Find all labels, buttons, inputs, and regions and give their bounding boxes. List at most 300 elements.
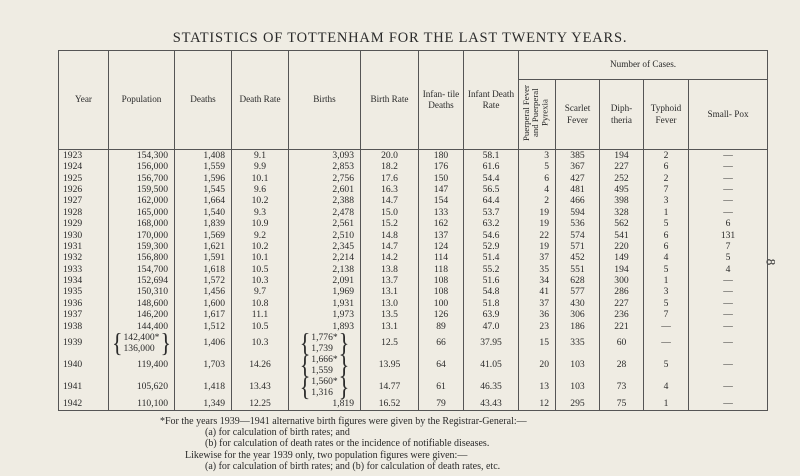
cell-dr: 9.6	[232, 184, 289, 195]
cell-br: 12.5	[361, 332, 419, 354]
cell-year: 1933	[59, 264, 109, 275]
table-row	[59, 287, 768, 298]
cell-puer: 5	[519, 161, 556, 172]
table-row	[59, 230, 768, 241]
cell-deaths: 1,664	[175, 196, 232, 207]
footnote-1939-population: Likewise for the year 1939 only, two population figures were given:—	[185, 450, 468, 461]
cell-year: 1934	[59, 275, 109, 286]
footnote-b-death: (b) for calculation of death rates or the incidence of notifiable diseases.	[205, 438, 490, 449]
header-puerperal-label: Puerperal Fever and Puerperal Pyrexia	[521, 85, 550, 141]
cell-diph: 227	[600, 161, 644, 172]
population-brace-values	[124, 332, 160, 354]
cell-diph: 73	[600, 376, 644, 398]
cell-scar: 577	[556, 287, 600, 298]
cell-dr: 10.8	[232, 298, 289, 309]
cell-sp: —	[689, 287, 768, 298]
table-row	[59, 309, 768, 320]
header-population: Population	[109, 51, 175, 150]
header-births: Births	[289, 51, 361, 150]
cell-pop: 156,700	[109, 173, 175, 184]
cell-births: 2,478	[289, 207, 361, 218]
cell-scar: 306	[556, 309, 600, 320]
cell-typh: 6	[644, 161, 689, 172]
cell-idr: 54.8	[464, 287, 519, 298]
cell-diph: 398	[600, 196, 644, 207]
cell-diph: 220	[600, 241, 644, 252]
cell-dr: 9.7	[232, 287, 289, 298]
header-smallpox: Small- Pox	[689, 80, 768, 150]
cell-br: 15.0	[361, 207, 419, 218]
cell-br: 13.1	[361, 321, 419, 332]
cell-inf: 180	[419, 150, 464, 162]
cell-idr: 53.7	[464, 207, 519, 218]
cell-idr: 43.43	[464, 398, 519, 410]
table-row	[59, 354, 768, 376]
cell-puer: 19	[519, 207, 556, 218]
cell-sp: —	[689, 309, 768, 320]
cell-inf: 108	[419, 275, 464, 286]
cell-pop: 154,300	[109, 150, 175, 162]
table-row	[59, 184, 768, 195]
cell-puer: 22	[519, 230, 556, 241]
header-scarlet-fever: Scarlet Fever	[556, 80, 600, 150]
table-row	[59, 332, 768, 354]
cell-sp: 6	[689, 218, 768, 229]
header-deaths: Deaths	[175, 51, 232, 150]
cell-year: 1930	[59, 230, 109, 241]
left-brace: {	[299, 349, 311, 380]
cell-dr: 10.5	[232, 321, 289, 332]
cell-deaths: 1,456	[175, 287, 232, 298]
cell-sp: —	[689, 321, 768, 332]
cell-scar: 551	[556, 264, 600, 275]
population-brace	[111, 327, 172, 358]
right-brace: }	[338, 371, 350, 402]
cell-year: 1926	[59, 184, 109, 195]
cell-diph: 149	[600, 252, 644, 263]
cell-typh: 7	[644, 184, 689, 195]
cell-year: 1937	[59, 309, 109, 320]
cell-inf: 124	[419, 241, 464, 252]
table-row	[59, 252, 768, 263]
cell-diph: 194	[600, 150, 644, 162]
cell-inf: 89	[419, 321, 464, 332]
cell-puer: 15	[519, 332, 556, 354]
cell-inf: 137	[419, 230, 464, 241]
cell-diph: 562	[600, 218, 644, 229]
cell-sp: —	[689, 184, 768, 195]
cell-puer: 23	[519, 321, 556, 332]
cell-dr: 9.9	[232, 161, 289, 172]
cell-inf: 154	[419, 196, 464, 207]
cell-puer: 3	[519, 150, 556, 162]
cell-year: 1932	[59, 252, 109, 263]
cell-diph: 328	[600, 207, 644, 218]
cell-births: 2,601	[289, 184, 361, 195]
cell-pop: 159,300	[109, 241, 175, 252]
cell-year: 1938	[59, 321, 109, 332]
cell-year: 1929	[59, 218, 109, 229]
cell-puer: 36	[519, 309, 556, 320]
cell-sp: —	[689, 161, 768, 172]
cell-inf: 150	[419, 173, 464, 184]
cell-year: 1935	[59, 287, 109, 298]
cell-typh: 3	[644, 196, 689, 207]
cell-scar: 427	[556, 173, 600, 184]
cell-idr: 56.5	[464, 184, 519, 195]
cell-year: 1924	[59, 161, 109, 172]
cell-idr: 47.0	[464, 321, 519, 332]
births-brace-values	[311, 332, 337, 354]
cell-sp: —	[689, 354, 768, 376]
cell-puer: 6	[519, 173, 556, 184]
cell-deaths: 1,600	[175, 298, 232, 309]
header-year: Year	[59, 51, 109, 150]
births-brace-a: 1,666*	[311, 354, 338, 366]
cell-typh: 5	[644, 264, 689, 275]
cell-deaths: 1,572	[175, 275, 232, 286]
cell-sp: —	[689, 298, 768, 309]
cell-typh: 4	[644, 252, 689, 263]
cell-deaths: 1,591	[175, 252, 232, 263]
cell-typh: 6	[644, 241, 689, 252]
cell-births: 2,388	[289, 196, 361, 207]
cell-deaths: 1,596	[175, 173, 232, 184]
cell-scar: 103	[556, 376, 600, 398]
cell-puer: 37	[519, 298, 556, 309]
cell-typh: 5	[644, 354, 689, 376]
cell-idr: 54.6	[464, 230, 519, 241]
table-row	[59, 241, 768, 252]
cell-deaths: 1,512	[175, 321, 232, 332]
cell-births: 2,756	[289, 173, 361, 184]
header-number-of-cases: Number of Cases.	[519, 51, 768, 80]
cell-deaths: 1,559	[175, 161, 232, 172]
cell-pop: 162,000	[109, 196, 175, 207]
cell-births: 1,931	[289, 298, 361, 309]
cell-pop: 159,500	[109, 184, 175, 195]
cell-br: 14.77	[361, 376, 419, 398]
cell-pop: 144,400	[109, 321, 175, 332]
table-row	[59, 298, 768, 309]
cell-births: 2,138	[289, 264, 361, 275]
cell-diph: 194	[600, 264, 644, 275]
cell-dr: 14.26	[232, 354, 289, 376]
header-puerperal	[519, 80, 556, 150]
cell-br: 18.2	[361, 161, 419, 172]
cell-year: 1941	[59, 376, 109, 398]
header-typhoid-fever: Typhoid Fever	[644, 80, 689, 150]
cell-diph: 300	[600, 275, 644, 286]
cell-deaths: 1,349	[175, 398, 232, 410]
cell-idr: 51.8	[464, 298, 519, 309]
cell-scar: 536	[556, 218, 600, 229]
cell-deaths: 1,545	[175, 184, 232, 195]
cell-pop: 105,620	[109, 376, 175, 398]
cell-typh: 7	[644, 309, 689, 320]
header-death-rate: Death Rate	[232, 51, 289, 150]
cell-idr: 58.1	[464, 150, 519, 162]
cell-sp: —	[689, 332, 768, 354]
cell-scar: 103	[556, 354, 600, 376]
cell-pop: 110,100	[109, 398, 175, 410]
table-row	[59, 207, 768, 218]
cell-inf: 126	[419, 309, 464, 320]
cell-births: 1,969	[289, 287, 361, 298]
cell-diph: 252	[600, 173, 644, 184]
births-brace-values	[311, 376, 337, 398]
cell-inf: 108	[419, 287, 464, 298]
cell-typh: 2	[644, 150, 689, 162]
cell-dr: 10.1	[232, 252, 289, 263]
cell-scar: 452	[556, 252, 600, 263]
cell-scar: 628	[556, 275, 600, 286]
cell-sp: —	[689, 207, 768, 218]
cell-sp: —	[689, 398, 768, 410]
table-row	[59, 218, 768, 229]
cell-dr: 9.2	[232, 230, 289, 241]
cell-typh: 1	[644, 398, 689, 410]
cell-idr: 37.95	[464, 332, 519, 354]
cell-scar: 481	[556, 184, 600, 195]
cell-idr: 63.9	[464, 309, 519, 320]
cell-typh: 5	[644, 298, 689, 309]
population-brace-b: 136,000	[123, 343, 155, 355]
cell-pop: 156,000	[109, 161, 175, 172]
cell-puer: 34	[519, 275, 556, 286]
cell-sp: —	[689, 275, 768, 286]
births-brace-a: 1,776*	[311, 332, 338, 344]
cell-inf: 100	[419, 298, 464, 309]
statistics-table	[58, 50, 768, 411]
footnote-a-birth: (a) for calculation of birth rates; and	[205, 427, 350, 438]
left-brace: {	[299, 371, 311, 402]
cell-typh: 4	[644, 376, 689, 398]
cell-scar: 571	[556, 241, 600, 252]
cell-dr: 10.3	[232, 332, 289, 354]
cell-year: 1940	[59, 354, 109, 376]
cell-diph: 75	[600, 398, 644, 410]
cell-dr: 13.43	[232, 376, 289, 398]
cell-typh: 1	[644, 275, 689, 286]
cell-pop: 154,700	[109, 264, 175, 275]
right-brace: }	[338, 349, 350, 380]
cell-pop: 168,000	[109, 218, 175, 229]
table-row	[59, 150, 768, 162]
left-brace: {	[299, 327, 311, 358]
cell-dr: 11.1	[232, 309, 289, 320]
births-brace-b: 1,739	[311, 343, 333, 355]
cell-puer: 35	[519, 264, 556, 275]
cell-pop: 156,800	[109, 252, 175, 263]
cell-inf: 147	[419, 184, 464, 195]
cell-br: 14.8	[361, 230, 419, 241]
cell-pop: 170,000	[109, 230, 175, 241]
cell-year: 1942	[59, 398, 109, 410]
cell-typh: 1	[644, 207, 689, 218]
cell-pop: 165,000	[109, 207, 175, 218]
cell-br: 20.0	[361, 150, 419, 162]
cell-diph: 221	[600, 321, 644, 332]
births-brace-b: 1,316	[311, 387, 333, 399]
right-brace: }	[160, 327, 172, 358]
cell-puer: 13	[519, 376, 556, 398]
cell-typh: 3	[644, 287, 689, 298]
cell-deaths: 1,406	[175, 332, 232, 354]
cell-br: 14.7	[361, 241, 419, 252]
cell-sp: 5	[689, 252, 768, 263]
cell-pop: 119,400	[109, 354, 175, 376]
cell-puer: 4	[519, 184, 556, 195]
cell-idr: 54.4	[464, 173, 519, 184]
cell-diph: 495	[600, 184, 644, 195]
cell-idr: 41.05	[464, 354, 519, 376]
cell-year: 1928	[59, 207, 109, 218]
cell-puer: 41	[519, 287, 556, 298]
cell-inf: 114	[419, 252, 464, 263]
cell-br: 13.8	[361, 264, 419, 275]
cell-births: 2,091	[289, 275, 361, 286]
cell-births: 1,893	[289, 321, 361, 332]
cell-deaths: 1,621	[175, 241, 232, 252]
births-brace-a: 1,560*	[311, 376, 338, 388]
cell-inf: 64	[419, 354, 464, 376]
cell-br: 13.1	[361, 287, 419, 298]
cell-births: 3,093	[289, 150, 361, 162]
cell-scar: 430	[556, 298, 600, 309]
cell-typh: 5	[644, 218, 689, 229]
cell-sp: —	[689, 196, 768, 207]
cell-births: 2,853	[289, 161, 361, 172]
cell-diph: 236	[600, 309, 644, 320]
cell-scar: 466	[556, 196, 600, 207]
cell-year: 1936	[59, 298, 109, 309]
cell-puer: 19	[519, 218, 556, 229]
cell-births: 2,561	[289, 218, 361, 229]
header-infant-death-rate: Infant Death Rate	[464, 51, 519, 150]
cell-pop	[109, 327, 175, 358]
cell-deaths: 1,408	[175, 150, 232, 162]
table-row	[59, 196, 768, 207]
table-row	[59, 264, 768, 275]
cell-dr: 10.2	[232, 241, 289, 252]
cell-br: 15.2	[361, 218, 419, 229]
cell-inf: 79	[419, 398, 464, 410]
cell-idr: 51.6	[464, 275, 519, 286]
cell-scar: 335	[556, 332, 600, 354]
cell-sp: —	[689, 150, 768, 162]
cell-typh: 2	[644, 173, 689, 184]
cell-diph: 227	[600, 298, 644, 309]
footnote-1939-ab: (a) for calculation of birth rates; and (b) for calculation of death rates, etc.	[205, 461, 501, 472]
cell-diph: 286	[600, 287, 644, 298]
cell-br: 17.6	[361, 173, 419, 184]
cell-pop: 148,600	[109, 298, 175, 309]
cell-idr: 51.4	[464, 252, 519, 263]
cell-deaths: 1,618	[175, 264, 232, 275]
cell-dr: 9.1	[232, 150, 289, 162]
cell-dr: 12.25	[232, 398, 289, 410]
cell-typh: —	[644, 321, 689, 332]
cell-dr: 10.5	[232, 264, 289, 275]
births-brace-b: 1,559	[311, 365, 333, 377]
cell-idr: 55.2	[464, 264, 519, 275]
cell-idr: 52.9	[464, 241, 519, 252]
cell-scar: 594	[556, 207, 600, 218]
cell-idr: 46.35	[464, 376, 519, 398]
table-row	[59, 173, 768, 184]
births-brace-values	[311, 354, 337, 376]
cell-dr: 10.3	[232, 275, 289, 286]
cell-dr: 10.9	[232, 218, 289, 229]
cell-deaths: 1,540	[175, 207, 232, 218]
cell-deaths: 1,569	[175, 230, 232, 241]
cell-scar: 574	[556, 230, 600, 241]
cell-puer: 19	[519, 241, 556, 252]
cell-pop: 146,200	[109, 309, 175, 320]
cell-puer: 2	[519, 196, 556, 207]
cell-dr: 10.1	[232, 173, 289, 184]
cell-inf: 176	[419, 161, 464, 172]
cell-br: 13.0	[361, 298, 419, 309]
cell-typh: 6	[644, 230, 689, 241]
cell-inf: 118	[419, 264, 464, 275]
footnote-asterisk: *For the years 1939—1941 alternative birth figures were given by the Registrar-General:—	[160, 416, 527, 427]
table-body	[59, 150, 768, 411]
header-diphtheria: Diph- theria	[600, 80, 644, 150]
right-brace: }	[338, 327, 350, 358]
cell-br: 13.7	[361, 275, 419, 286]
cell-births: 2,510	[289, 230, 361, 241]
cell-year: 1939	[59, 332, 109, 354]
cell-deaths: 1,703	[175, 354, 232, 376]
cell-br: 13.5	[361, 309, 419, 320]
cell-br: 14.7	[361, 196, 419, 207]
cell-inf: 162	[419, 218, 464, 229]
left-brace: {	[111, 327, 123, 358]
cell-sp: —	[689, 173, 768, 184]
cell-diph: 28	[600, 354, 644, 376]
cell-sp: 131	[689, 230, 768, 241]
cell-sp: 7	[689, 241, 768, 252]
cell-inf: 61	[419, 376, 464, 398]
cell-br: 16.52	[361, 398, 419, 410]
cell-diph: 541	[600, 230, 644, 241]
cell-inf: 133	[419, 207, 464, 218]
cell-pop: 150,310	[109, 287, 175, 298]
cell-year: 1925	[59, 173, 109, 184]
cell-dr: 9.3	[232, 207, 289, 218]
population-brace-a: 142,400*	[123, 332, 160, 344]
header-infantile-deaths: Infan- tile Deaths	[419, 51, 464, 150]
cell-br: 13.95	[361, 354, 419, 376]
cell-year: 1923	[59, 150, 109, 162]
cell-br: 14.2	[361, 252, 419, 263]
cell-puer: 37	[519, 252, 556, 263]
table-row	[59, 275, 768, 286]
cell-births: 1,973	[289, 309, 361, 320]
cell-scar: 367	[556, 161, 600, 172]
cell-deaths: 1,839	[175, 218, 232, 229]
cell-scar: 186	[556, 321, 600, 332]
cell-idr: 63.2	[464, 218, 519, 229]
cell-scar: 385	[556, 150, 600, 162]
cell-pop: 152,694	[109, 275, 175, 286]
cell-dr: 10.2	[232, 196, 289, 207]
cell-births: 1,819	[289, 398, 361, 410]
cell-inf: 66	[419, 332, 464, 354]
table-row	[59, 376, 768, 398]
